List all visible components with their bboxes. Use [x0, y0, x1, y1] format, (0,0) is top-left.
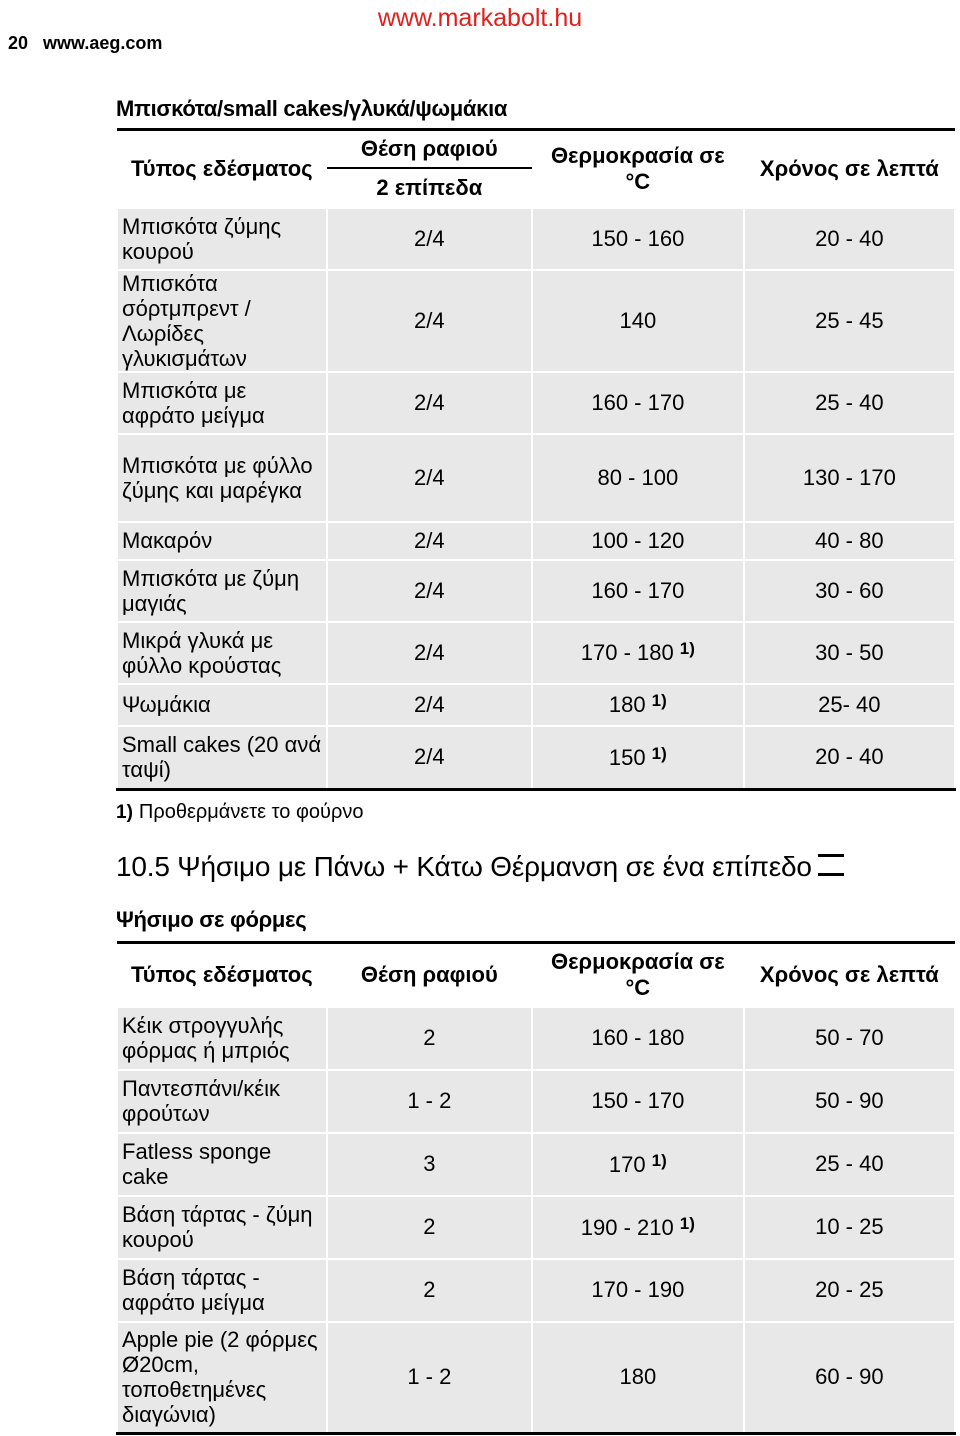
food-type-cell: Μπισκότα σόρτμπρεντ / Λωρίδες γλυκισμάτων: [117, 270, 327, 372]
footnote-text: Προθερμάνετε το φούρνο: [138, 801, 364, 823]
temperature-value: 170: [608, 1151, 646, 1177]
header-shelf-position: Θέση ραφιού: [327, 130, 532, 168]
shelf-cell: 2: [327, 1259, 532, 1322]
shelf-cell: 2/4: [327, 560, 532, 622]
header-temperature: Θερμοκρασία σε °C: [532, 943, 744, 1007]
temperature-value: 170 - 180: [580, 640, 674, 665]
temperature-cell: [532, 1007, 744, 1070]
time-cell: 25 - 40: [744, 372, 955, 434]
section2-subtitle: Ψήσιμο σε φόρμες: [116, 907, 307, 932]
table-row: [117, 522, 955, 560]
table-row: [117, 208, 955, 270]
table-row: [117, 560, 955, 622]
header-food-type: Τύπος εδέσματος: [117, 130, 327, 208]
time-cell: 30 - 50: [744, 622, 955, 684]
table-row: [117, 434, 955, 522]
time-cell: 50 - 90: [744, 1070, 955, 1133]
header-temperature: Θερμοκρασία σε °C: [532, 130, 744, 208]
food-type-cell: Μπισκότα ζύμης κουρού: [117, 208, 327, 270]
header-food-type: Τύπος εδέσματος: [117, 943, 327, 1007]
temperature-cell: [532, 684, 744, 726]
temperature-cell: [532, 622, 744, 684]
food-type-cell: Fatless sponge cake: [117, 1133, 327, 1196]
food-type-cell: Μικρά γλυκά με φύλλο κρούστας: [117, 622, 327, 684]
section2-heading: [116, 851, 844, 883]
food-type-cell: Apple pie (2 φόρμες Ø20cm, τοποθετημένες διαγώνια): [117, 1322, 327, 1434]
footnote-marker: 1): [679, 1213, 695, 1233]
table-row: [117, 622, 955, 684]
watermark: www.markabolt.hu: [377, 4, 583, 32]
food-type-cell: Μακαρόν: [117, 522, 327, 560]
shelf-cell: 2/4: [327, 522, 532, 560]
food-type-cell: Παντεσπάνι/κέικ φρούτων: [117, 1070, 327, 1133]
temperature-value: 180: [619, 1364, 657, 1390]
temperature-cell: [532, 1259, 744, 1322]
time-cell: 25 - 40: [744, 1133, 955, 1196]
section1-title: Μπισκότα/small cakes/γλυκά/ψωμάκια: [116, 96, 508, 121]
shelf-cell: 2/4: [327, 684, 532, 726]
temperature-cell: [532, 372, 744, 434]
time-cell: 130 - 170: [744, 434, 955, 522]
shelf-cell: 1 - 2: [327, 1322, 532, 1434]
temperature-value: 160 - 180: [591, 1025, 685, 1050]
food-type-cell: Κέικ στρογγυλής φόρμας ή μπριός: [117, 1007, 327, 1070]
food-type-cell: Ψωμάκια: [117, 684, 327, 726]
food-type-cell: Μπισκότα με αφράτο μείγμα: [117, 372, 327, 434]
header-time: Χρόνος σε λεπτά: [744, 130, 955, 208]
footnote-key: 1): [116, 802, 133, 823]
temperature-value: 180: [608, 692, 646, 717]
shelf-cell: 2/4: [327, 372, 532, 434]
temperature-cell: [532, 1196, 744, 1259]
temperature-value: 140: [619, 307, 657, 333]
temperature-cell: [532, 1133, 744, 1196]
shelf-cell: 2/4: [327, 726, 532, 790]
temperature-value: 160 - 170: [591, 577, 685, 603]
temperature-cell: [532, 434, 744, 522]
food-type-cell: Small cakes (20 ανά ταψί): [117, 726, 327, 790]
food-type-cell: Μπισκότα με ζύμη μαγιάς: [117, 560, 327, 622]
temperature-value: 80 - 100: [597, 464, 679, 490]
shelf-cell: 2/4: [327, 208, 532, 270]
time-cell: 20 - 40: [744, 726, 955, 790]
table-row: [117, 726, 955, 790]
shelf-cell: 2: [327, 1007, 532, 1070]
time-cell: 50 - 70: [744, 1007, 955, 1070]
temperature-cell: [532, 560, 744, 622]
top-bottom-heat-icon: [818, 852, 844, 878]
time-cell: 20 - 40: [744, 208, 955, 270]
shelf-cell: 2/4: [327, 622, 532, 684]
page-header: [8, 33, 162, 54]
shelf-cell: 2: [327, 1196, 532, 1259]
header-shelf-position: Θέση ραφιού: [327, 943, 532, 1007]
temperature-value: 160 - 170: [591, 389, 685, 415]
temperature-value: 150: [608, 744, 646, 770]
footnote-marker: 1): [651, 1150, 667, 1170]
temperature-cell: [532, 1322, 744, 1434]
temperature-cell: [532, 270, 744, 372]
header-shelf-levels: 2 επίπεδα: [327, 168, 532, 208]
temperature-value: 150 - 170: [591, 1088, 685, 1113]
table-row: [117, 270, 955, 372]
temperature-value: 150 - 160: [591, 225, 685, 251]
table-row: [117, 1196, 955, 1259]
footnote-marker: 1): [651, 691, 667, 710]
table-row: [117, 1007, 955, 1070]
food-type-cell: Βάση τάρτας - ζύμη κουρού: [117, 1196, 327, 1259]
temperature-cell: [532, 208, 744, 270]
temperature-cell: [532, 726, 744, 790]
temperature-cell: [532, 1070, 744, 1133]
footnote-marker: 1): [651, 743, 667, 763]
table-row: [117, 1322, 955, 1434]
temperature-value: 190 - 210: [580, 1214, 674, 1240]
header-time: Χρόνος σε λεπτά: [744, 943, 955, 1007]
page-number: 20: [8, 33, 29, 53]
section2-heading-text: 10.5 Ψήσιμο με Πάνω + Κάτω Θέρμανση σε ένα επίπεδο: [116, 851, 812, 882]
table-row: [117, 1133, 955, 1196]
table-row: [117, 684, 955, 726]
shelf-cell: 1 - 2: [327, 1070, 532, 1133]
cookies-table: [116, 128, 956, 791]
footnote: [116, 801, 363, 824]
temperature-value: 100 - 120: [591, 527, 685, 553]
time-cell: 20 - 25: [744, 1259, 955, 1322]
table-row: [117, 1070, 955, 1133]
time-cell: 25- 40: [744, 684, 955, 726]
time-cell: 30 - 60: [744, 560, 955, 622]
shelf-cell: 2/4: [327, 434, 532, 522]
baking-tins-table: [116, 941, 956, 1435]
temperature-value: 170 - 190: [591, 1277, 685, 1302]
table-row: [117, 372, 955, 434]
temperature-cell: [532, 522, 744, 560]
site-url: www.aeg.com: [43, 33, 163, 53]
time-cell: 10 - 25: [744, 1196, 955, 1259]
footnote-marker: 1): [679, 639, 695, 658]
shelf-cell: 2/4: [327, 270, 532, 372]
time-cell: 60 - 90: [744, 1322, 955, 1434]
time-cell: 25 - 45: [744, 270, 955, 372]
table-row: [117, 1259, 955, 1322]
shelf-cell: 3: [327, 1133, 532, 1196]
time-cell: 40 - 80: [744, 522, 955, 560]
food-type-cell: Βάση τάρτας - αφράτο μείγμα: [117, 1259, 327, 1322]
food-type-cell: Μπισκότα με φύλλο ζύμης και μαρέγκα: [117, 434, 327, 522]
